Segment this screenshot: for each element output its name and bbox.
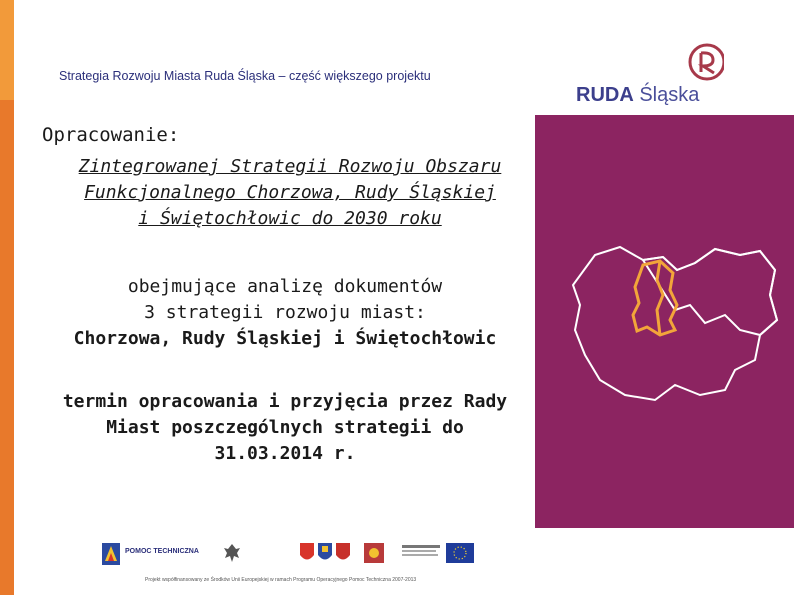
eu-fund-text-icon	[402, 545, 442, 556]
pomoc-techniczna-label: POMOC TECHNICZNA	[125, 548, 199, 555]
title-line-2: Funkcjonalnego Chorzowa, Rudy Śląskiej	[84, 182, 496, 203]
prepared-by-label: Opracowanie:	[42, 124, 180, 146]
scope-line-3: Chorzowa, Rudy Śląskiej i Świętochłowic	[73, 328, 497, 349]
strategy-title	[30, 154, 550, 232]
title-line-1: Zintegrowanej Strategii Rozwoju Obszaru	[78, 156, 502, 177]
logo-wordmark: RUDA Śląska	[576, 84, 700, 106]
city-crests-icon	[298, 540, 354, 566]
scope-line-1: obejmujące analizę dokumentów	[127, 276, 443, 297]
regional-emblem-icon	[362, 541, 394, 567]
eagle-emblem-icon	[222, 541, 242, 565]
pomoc-techniczna-icon	[100, 541, 122, 567]
deadline-line-2: Miast poszczególnych strategii do	[106, 417, 464, 438]
footer-logo-strip	[100, 535, 480, 575]
scope-line-2: 3 strategii rozwoju miast:	[144, 302, 426, 323]
header-subtitle: Strategia Rozwoju Miasta Ruda Śląska – część większego projektu	[59, 69, 431, 83]
funding-note: Projekt współfinansowany ze Środków Unii Europejskiej w ramach Programu Operacyjnego Pomoc Techniczna 2007-2013	[145, 577, 417, 583]
deadline-line-3: 31.03.2014 r.	[214, 443, 356, 464]
title-line-3: i Świętochłowic do 2030 roku	[138, 208, 442, 229]
deadline-line-1: termin opracowania i przyjęcia przez Rady	[62, 391, 508, 412]
deadline-paragraph	[30, 389, 540, 467]
eu-flag-icon	[446, 543, 474, 563]
scope-paragraph	[30, 274, 540, 352]
